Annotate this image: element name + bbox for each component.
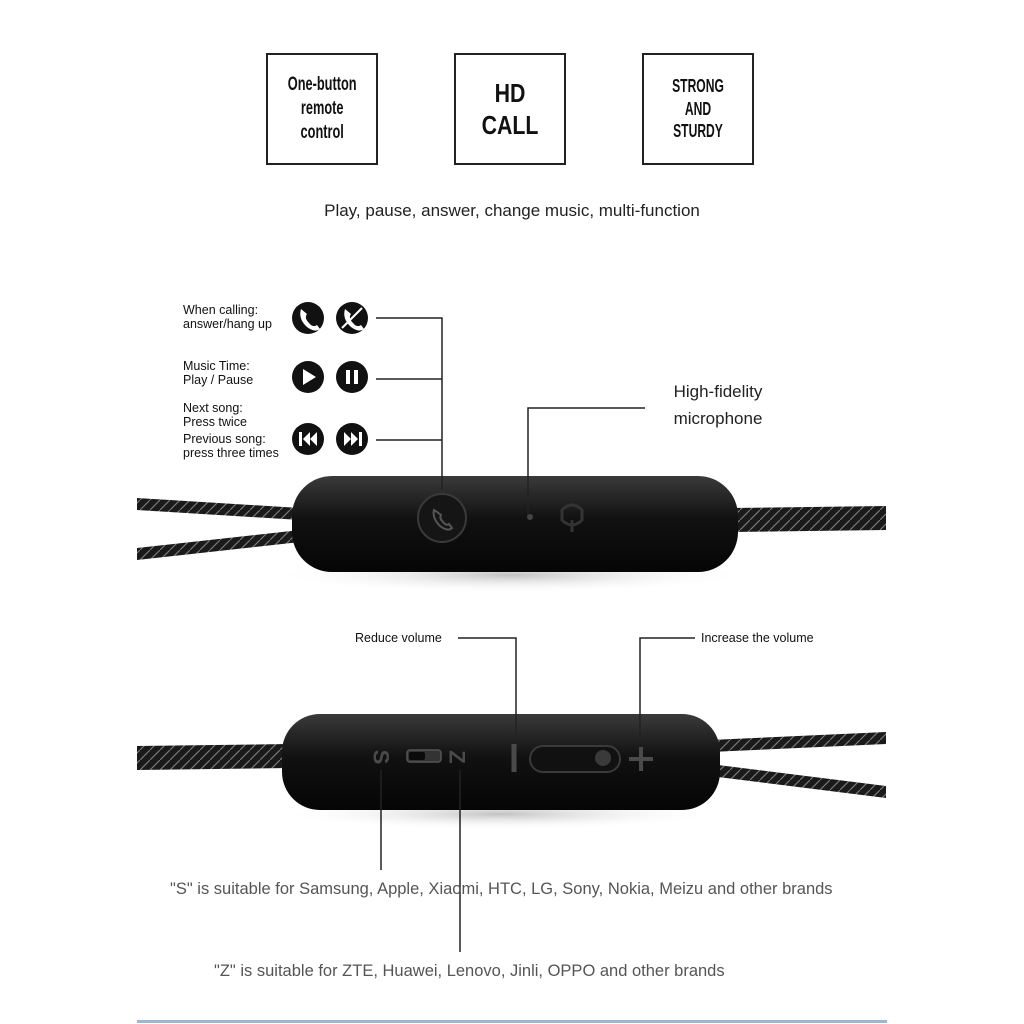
- microphone-label: [650, 378, 786, 432]
- previous-song-line2: press three times: [183, 446, 279, 460]
- volume-knob: [595, 750, 611, 766]
- play-icon: [292, 361, 324, 393]
- feature-hd-call-text: HD CALL: [481, 77, 539, 140]
- lower-cable-right-bottom: [710, 764, 886, 798]
- next-icon: [336, 423, 368, 455]
- upper-remote-body: [292, 476, 738, 572]
- feature-one-button-line2: remote: [300, 98, 344, 120]
- previous-song-label: [183, 432, 279, 460]
- music-label-line2: Play / Pause: [183, 373, 254, 387]
- microphone-label-line2: microphone: [673, 409, 763, 428]
- call-button[interactable]: [418, 494, 466, 542]
- previous-song-line1: Previous song:: [183, 432, 266, 446]
- pause-icon: [336, 361, 368, 393]
- calling-label: [183, 303, 272, 331]
- next-song-line2: Press twice: [183, 415, 247, 429]
- phone-icon: [292, 302, 324, 334]
- sz-switch-knob: [409, 752, 425, 760]
- lower-cable-right-top: [710, 732, 886, 752]
- next-song-line1: Next song:: [183, 401, 243, 415]
- hang-up-icon: [336, 302, 368, 334]
- previous-icon: [292, 423, 324, 455]
- microphone-label-line1: High-fidelity: [673, 382, 763, 401]
- lower-cable-left: [137, 744, 290, 770]
- z-brands-note: "Z" is suitable for ZTE, Huawei, Lenovo, Jinli, OPPO and other brands: [214, 962, 725, 980]
- increase-volume-label: Increase the volume: [701, 631, 814, 645]
- upper-cable-right: [730, 506, 886, 532]
- s-brands-note: "S" is suitable for Samsung, Apple, Xiaomi, HTC, LG, Sony, Nokia, Meizu and other brands: [170, 880, 833, 898]
- upper-cable-left-bottom: [137, 530, 300, 560]
- lower-remote-body: [282, 714, 720, 810]
- function-caption: Play, pause, answer, change music, multi-function: [324, 201, 700, 220]
- bottom-divider: [137, 1020, 887, 1023]
- music-label-line1: Music Time:: [183, 359, 250, 373]
- feature-one-button-line3: control: [300, 121, 344, 143]
- music-label: [183, 359, 253, 387]
- z-mark: Z: [444, 750, 470, 764]
- calling-label-line1: When calling:: [183, 303, 259, 317]
- feature-strong-line2: STURDY: [673, 121, 723, 142]
- upper-cable-left-top: [137, 498, 300, 520]
- next-song-label: [183, 401, 247, 429]
- calling-label-line2: answer/hang up: [183, 317, 272, 331]
- s-mark: S: [368, 749, 394, 765]
- feature-strong-line1: STRONG AND: [672, 76, 724, 119]
- feature-one-button-line1: One-button: [287, 74, 357, 96]
- reduce-volume-label: Reduce volume: [355, 631, 442, 645]
